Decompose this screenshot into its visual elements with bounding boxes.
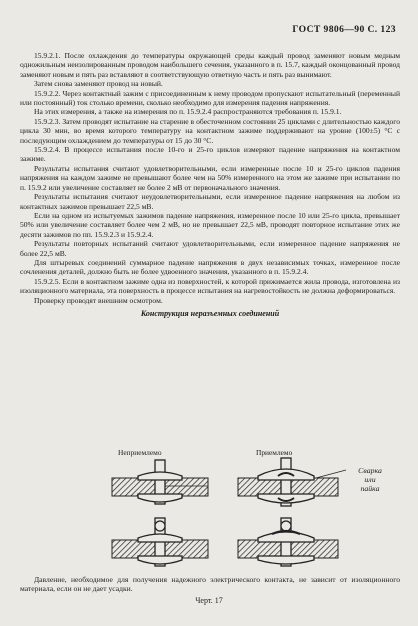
weld-annotation: Сварка или пайка xyxy=(358,466,382,493)
acceptable-joint-1 xyxy=(238,458,346,506)
body-text xyxy=(20,51,400,318)
figure-label-acceptable: Приемлемо xyxy=(256,448,293,457)
paragraph: Результаты испытания считают удовлетворительными, если измеренные после 10 и 25-го циклов падения напряжения на каждом зажиме не превышают более чем на 50% измеренного на этом же зажиме при испытании по п. 15.9.2 или увеличение составляет не более 2 мВ от первоначального значения. xyxy=(20,163,400,192)
paragraph: 15.9.2.4. В процессе испытания после 10-го и 25-го циклов измеряют падение напряжения на контактном зажиме. xyxy=(20,145,400,164)
paragraph: 15.9.2.5. Если в контактном зажиме одна из поверхностей, к которой прижимается жила провода, изготовлена из изоляционного материала, эта поверхность в процессе испытания на нагревостойкость не должна деформироваться. xyxy=(20,276,400,296)
figure-number: Черт. 17 xyxy=(195,596,223,605)
paragraph: Результаты повторных испытаний считают удовлетворительными, если измеренное падение напряжения не более 22,5 мВ. xyxy=(20,239,400,258)
section-title: Конструкция неразъемных соединений xyxy=(140,308,280,318)
paragraph: На этих измерения, а также на измерения по п. 15.9.2.4 распространяются требования п. 15.9.1. xyxy=(34,107,342,117)
acceptable-joint-2 xyxy=(238,518,338,566)
page-header: ГОСТ 9806—90 С. 123 xyxy=(292,24,396,35)
paragraph: 15.9.2.3. Затем проводят испытание на старение в обесточенном состоянии 25 циклами с длительностью каждого цикла 30 мин, во время которого температуру на контактном зажиме поддерживают на уровне (100±5) °С с последующим охлаждением до температуры от 15 до 30 °С. xyxy=(20,116,400,145)
paragraph: Результаты испытания считают неудовлетворительными, если измеренное падение напряжения на любом из контактных зажимов превышает 22,5 мВ. xyxy=(20,192,400,211)
unacceptable-joint-1 xyxy=(112,460,208,504)
paragraph: 15.9.2.2. Через контактный зажим с присоединенным к нему проводом пропускают испытательный (переменный или постоянный) ток столько времени, сколько необходимо для измерения падения напряжения. xyxy=(20,88,400,108)
paragraph: Если на одном из испытуемых зажимов падение напряжения, измеренное после 10 или 25-го цикла, превышает 50% или увеличение составляет более чем 2 мВ, но не превышает 22,5 мВ, проводят повторное испытание этих же десяти зажимов по пп. 15.9.2.3 и 15.9.2.4. xyxy=(20,210,400,239)
paragraph: Для штыревых соединений суммарное падение напряжения в двух независимых точках, измеренное после сочленения деталей, должно быть не более удвоенного значения, указанного в п. 15.9.2.4. xyxy=(20,257,400,277)
figure-label-unacceptable: Неприемлемо xyxy=(118,448,162,457)
paragraph: 15.9.2.1. После охлаждения до температуры окружающей среды каждый провод заменяют новым медным одножильным неизолированным проводом наибольшего сечения, указанного в п. 15.7, каждый оконцованный провод заменяют новым и пять раз вставляют в соответствующую ответную часть и пять раз вынимают. xyxy=(20,51,400,79)
unacceptable-joint-2 xyxy=(112,518,208,566)
paragraph: Затем снова заменяют провод на новый. xyxy=(34,79,163,89)
paragraph: Проверку проводят внешним осмотром. xyxy=(34,295,163,305)
connection-drawing xyxy=(108,456,368,572)
figure-caption: Давление, необходимое для получения надежного электрического контакта, не зависит от изоляционного материала, если он не дает усадки. xyxy=(20,575,400,594)
